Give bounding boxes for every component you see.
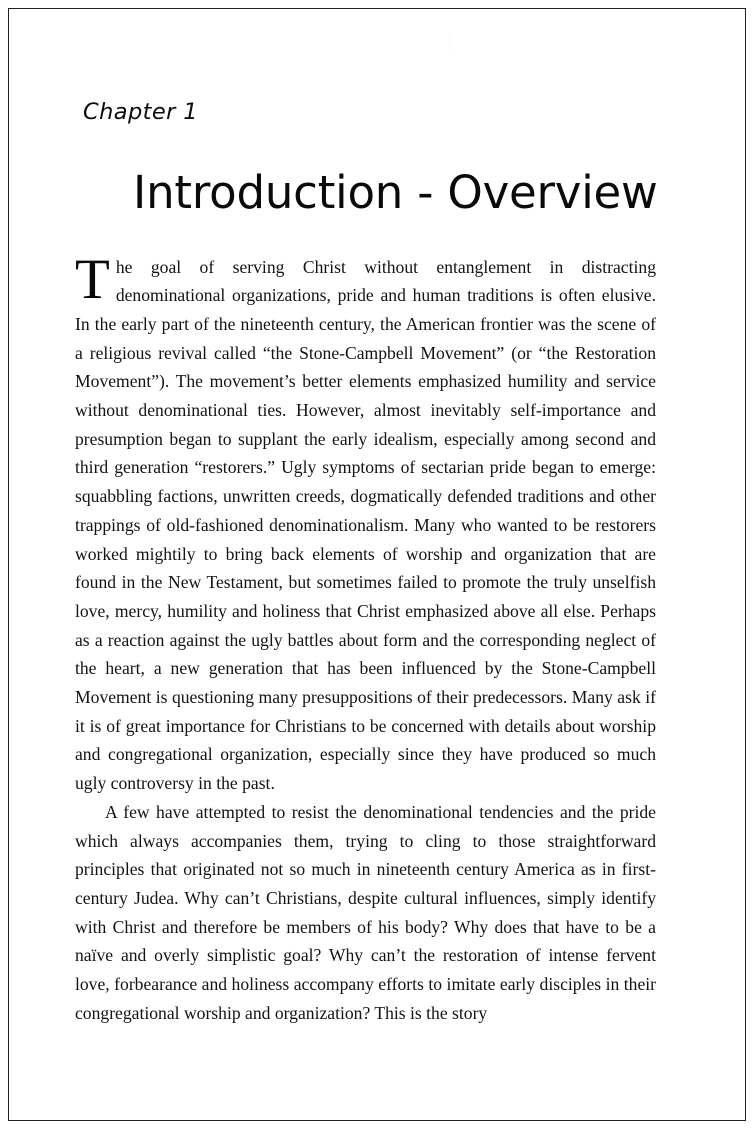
body-paragraph-2: A few have attempted to resist the denominational tendencies and the pride which always accompanies them, trying to cling to those straightforward principles that originated not so much in nineteenth century America as in first-century Judea. Why can’t Christians, despite cultural influences, simply identify with Christ and therefore be members of his body? Why does that have to be a naïve and overly simplistic goal? Why can’t the restoration of intense fervent love, forbearance and holiness accompany efforts to imitate early disciples in their congregational worship and organization? This is the story bbox=[75, 801, 656, 1023]
page-title: Introduction - Overview bbox=[133, 165, 658, 219]
body-copy bbox=[75, 247, 656, 1028]
page-inner bbox=[9, 9, 745, 1120]
scan-artifact-mark bbox=[449, 31, 450, 53]
page-sheet bbox=[8, 8, 746, 1121]
chapter-label: Chapter 1 bbox=[83, 99, 199, 125]
page-content bbox=[75, 101, 656, 1027]
body-paragraph-1: The goal of serving Christ without entanglement in distracting denominational organizations, pride and human traditions is often elusive. In the early part of the nineteenth century, the American frontier was the scene of a religious revival called “the Stone-Campbell Movement” (or “the Restoration Movement”). The movement’s better elements emphasized humility and service without denominational ties. However, almost inevitably self-importance and presumption began to supplant the early idealism, especially among second and third generation “restorers.” Ugly symptoms of sectarian pride began to emerge: squabbling factions, unwritten creeds, dogmatically defended traditions and other trappings of old-fashioned denominationalism. Many who wanted to be restorers worked mightily to bring back elements of worship and organization that are found in the New Testament, but sometimes failed to promote the truly unselfish love, mercy, humility and holiness that Christ emphasized above all else. Perhaps as a reaction against the ugly battles about form and the corresponding neglect of the heart, a new generation that has been influenced by the Stone-Campbell Movement is questioning many presuppositions of their predecessors. Many ask if it is of great importance for Christians to be concerned with details about worship and congregational organization, especially since they have produced so much ugly controversy in the past. bbox=[75, 247, 656, 794]
